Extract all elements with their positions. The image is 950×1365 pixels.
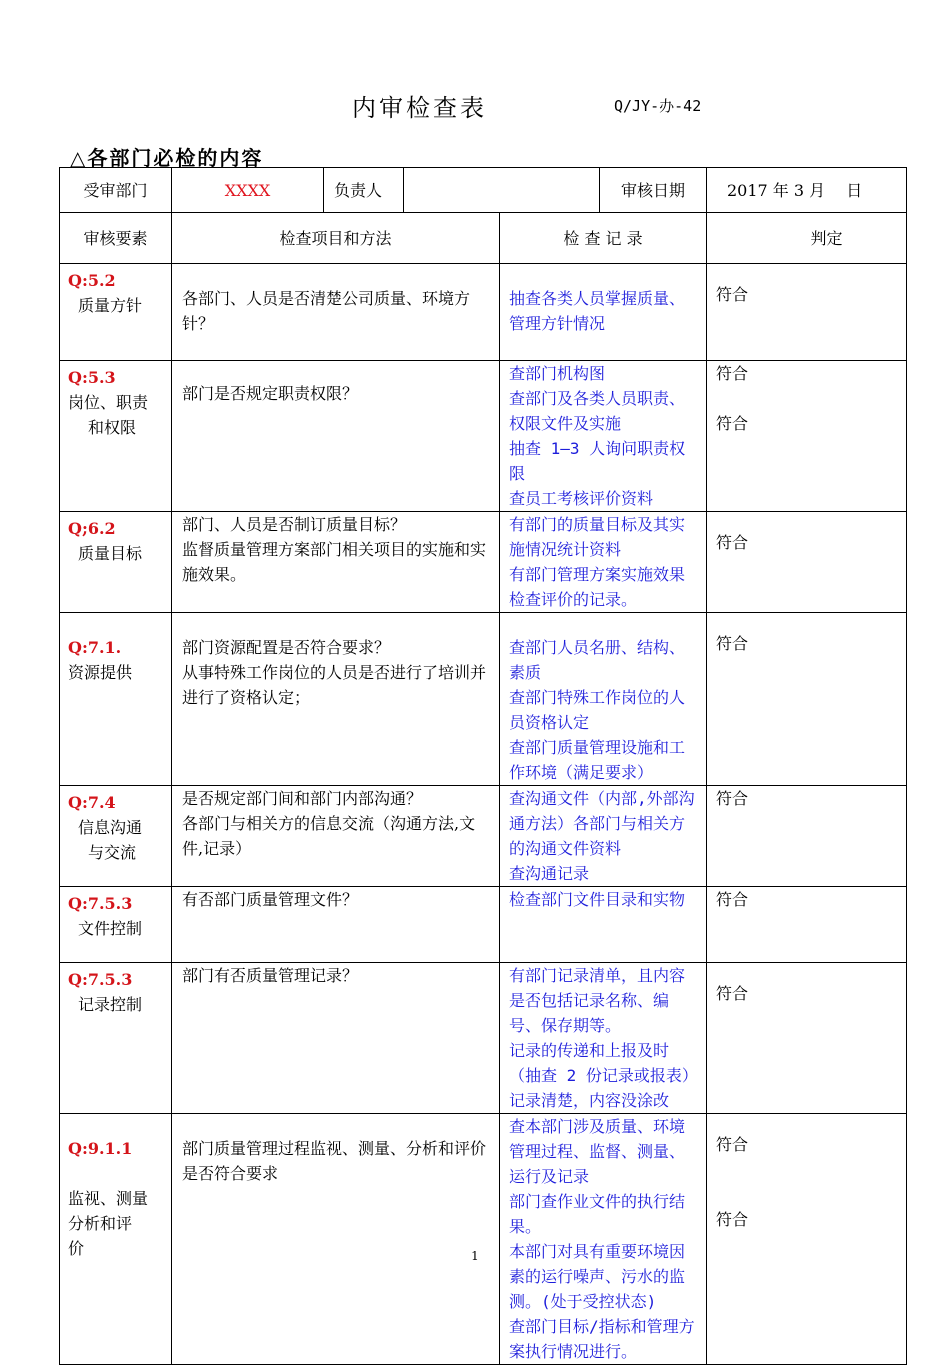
- check-items: 部门是否规定职责权限？: [172, 361, 500, 512]
- info-row: [60, 168, 907, 213]
- clause-ref: Q:7.5.3: [68, 970, 133, 989]
- section-title: △各部门必检的内容: [70, 146, 264, 170]
- check-records: 抽查各类人员掌握质量、管理方针情况: [500, 264, 707, 361]
- verdict: 符合: [707, 512, 907, 613]
- verdict: 符合: [707, 264, 907, 361]
- checklist-table: [59, 167, 907, 1365]
- check-records: 查部门机构图 查部门及各类人员职责、权限文件及实施 抽查 1—3 人询问职责权限 查员工考核评价资料: [500, 361, 707, 512]
- check-records: 查沟通文件（内部,外部沟通方法）各部门与相关方的沟通文件资料 查沟通记录: [500, 786, 707, 887]
- check-items: 各部门、人员是否清楚公司质量、环境方针？: [172, 264, 500, 361]
- date-label: 审核日期: [600, 168, 707, 213]
- col-header-items: 检查项目和方法: [172, 213, 500, 264]
- page-title: 内审检查表: [352, 94, 487, 122]
- dept-value: XXXX: [172, 168, 324, 213]
- check-items: 部门质量管理过程监视、测量、分析和评价是否符合要求: [172, 1114, 500, 1365]
- col-header-result: 判定: [707, 213, 907, 264]
- table-row: [60, 963, 907, 1114]
- dept-label: 受审部门: [60, 168, 172, 213]
- verdict: 符合: [707, 786, 907, 887]
- page-number: 1: [471, 1249, 479, 1263]
- check-items: 部门有否质量管理记录？: [172, 963, 500, 1114]
- clause-ref: Q:7.5.3: [68, 894, 133, 913]
- audit-element: Q;6.2 质量目标: [60, 512, 172, 613]
- table-row: [60, 264, 907, 361]
- table-row: [60, 613, 907, 786]
- date-value: 2017 年 3 月 日: [707, 168, 907, 213]
- check-records: 有部门的质量目标及其实施情况统计资料 有部门管理方案实施效果检查评价的记录。: [500, 512, 707, 613]
- clause-ref: Q:7.1.: [68, 638, 122, 657]
- check-records: 有部门记录清单，且内容是否包括记录名称、编号、保存期等。 记录的传递和上报及时（抽查 2 份记录或报表） 记录清楚，内容没涂改: [500, 963, 707, 1114]
- check-records: 检查部门文件目录和实物: [500, 887, 707, 963]
- check-items: 部门、人员是否制订质量目标？ 监督质量管理方案部门相关项目的实施和实施效果。: [172, 512, 500, 613]
- audit-element: Q:7.4 信息沟通 与交流: [60, 786, 172, 887]
- verdict: 符合 符合: [707, 361, 907, 512]
- column-header-row: [60, 213, 907, 264]
- verdict: 符合: [707, 963, 907, 1114]
- check-items: 是否规定部门间和部门内部沟通？ 各部门与相关方的信息交流（沟通方法,文件,记录）: [172, 786, 500, 887]
- table-row: [60, 1114, 907, 1365]
- verdict: 符合: [707, 887, 907, 963]
- table-row: [60, 887, 907, 963]
- table-row: [60, 786, 907, 887]
- audit-element: Q:5.2 质量方针: [60, 264, 172, 361]
- audit-element: Q:7.5.3 记录控制: [60, 963, 172, 1114]
- table-row: [60, 361, 907, 512]
- check-records: 查本部门涉及质量、环境管理过程、监督、测量、运行及记录 部门查作业文件的执行结果。 本部门对具有重要环境因素的运行噪声、污水的监测。(处于受控状态) 查部门目标/指标和管理方案执行情况进行。: [500, 1114, 707, 1365]
- audit-element: Q:7.1. 资源提供: [60, 613, 172, 786]
- owner-value: [404, 168, 600, 213]
- verdict: 符合 符合: [707, 1114, 907, 1365]
- table-row: [60, 512, 907, 613]
- clause-ref: Q:9.1.1: [68, 1139, 133, 1158]
- document-code: Q/JY-办-42: [614, 97, 702, 115]
- clause-ref: Q:7.4: [68, 793, 116, 812]
- col-header-record: 检 查 记 录: [500, 213, 707, 264]
- clause-ref: Q:5.2: [68, 271, 116, 290]
- owner-label: 负责人: [324, 168, 404, 213]
- clause-ref: Q;6.2: [68, 519, 116, 538]
- audit-element: Q:5.3 岗位、职责 和权限: [60, 361, 172, 512]
- check-items: 有否部门质量管理文件？: [172, 887, 500, 963]
- verdict: 符合: [707, 613, 907, 786]
- audit-element: Q:9.1.1 监视、测量 分析和评 价: [60, 1114, 172, 1365]
- check-records: 查部门人员名册、结构、素质 查部门特殊工作岗位的人员资格认定 查部门质量管理设施和工作环境（满足要求）: [500, 613, 707, 786]
- check-items: 部门资源配置是否符合要求？ 从事特殊工作岗位的人员是否进行了培训并进行了资格认定；: [172, 613, 500, 786]
- col-header-element: 审核要素: [60, 213, 172, 264]
- clause-ref: Q:5.3: [68, 368, 116, 387]
- audit-element: Q:7.5.3 文件控制: [60, 887, 172, 963]
